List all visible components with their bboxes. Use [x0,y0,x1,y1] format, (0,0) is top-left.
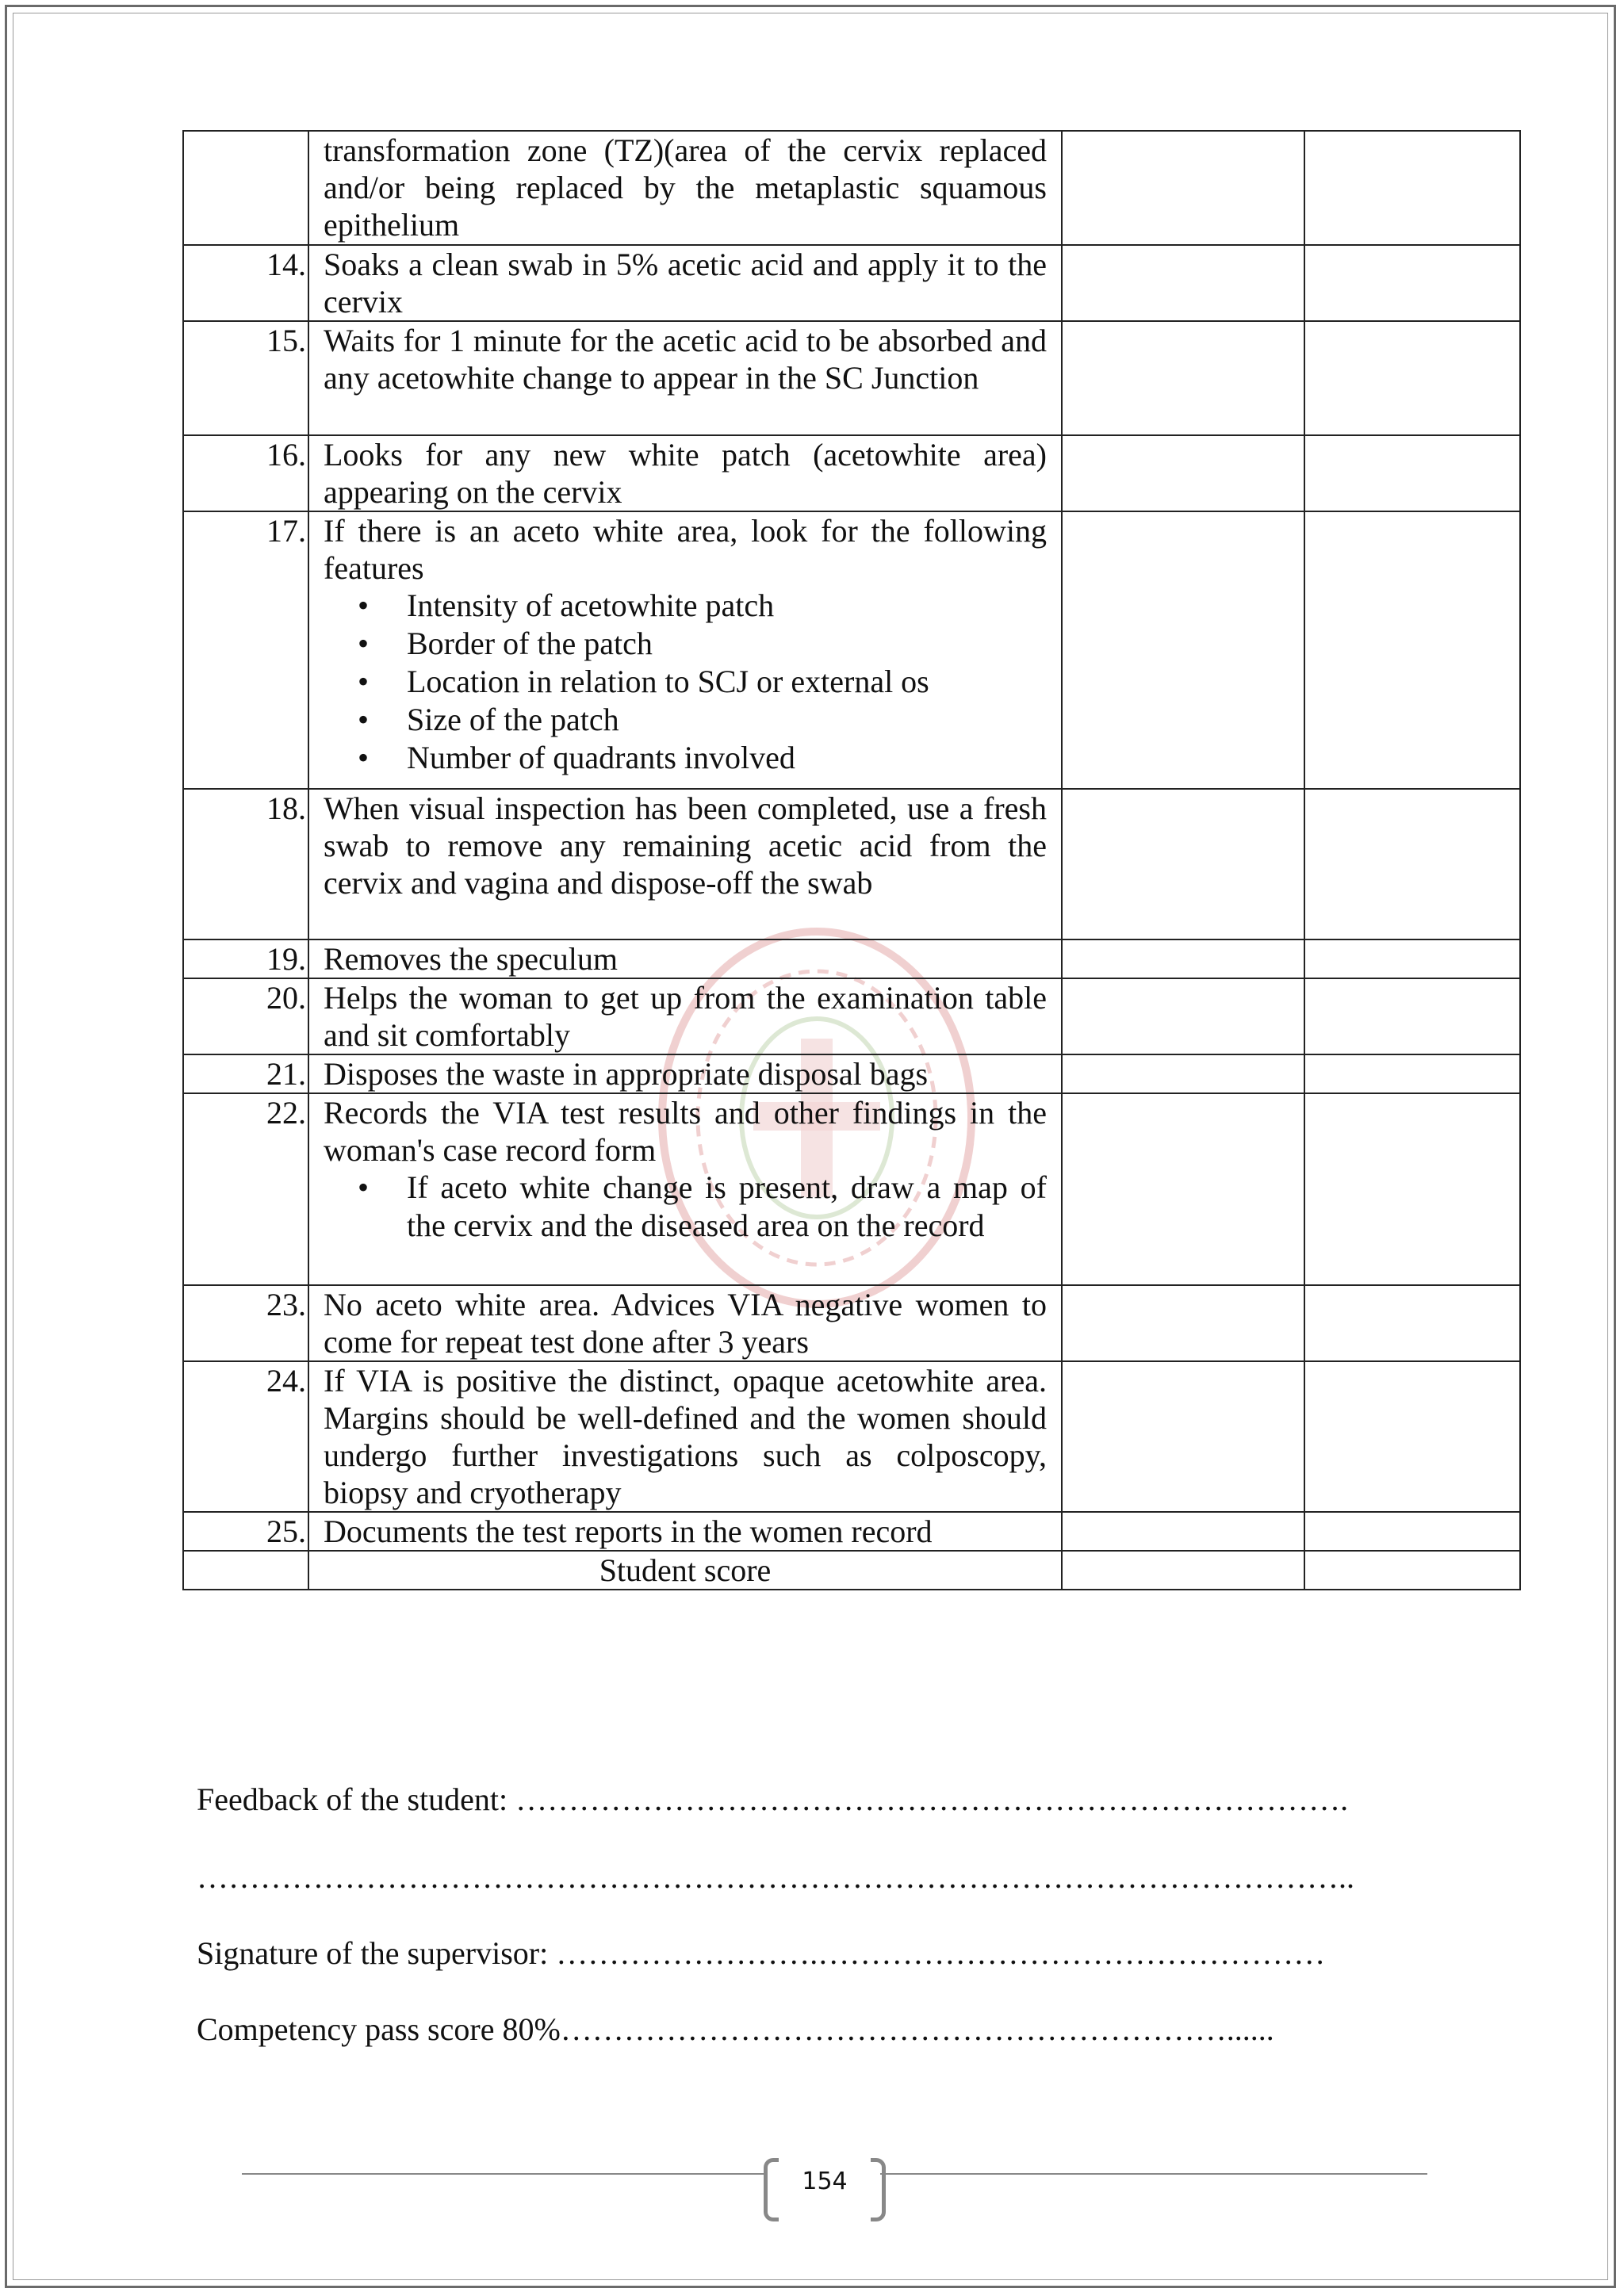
step-feature-item: • Location in relation to SCJ or external os [407,663,1047,701]
step-number: 16. [183,435,308,511]
step-description: Soaks a clean swab in 5% acetic acid and apply it to the cervix [324,247,1047,320]
table-row [183,939,1520,978]
step-description: If VIA is positive the distinct, opaque acetowhite area. Margins should be well-defined and the women should undergo further investigations such as colposcopy, biopsy and cryotherapy [324,1363,1047,1510]
score-cell[interactable] [1062,321,1304,435]
student-score-remarks-cell[interactable] [1304,1551,1520,1590]
step-number: 18. [183,789,308,939]
footer-rule-left [242,2173,765,2175]
remarks-cell[interactable] [1304,1512,1520,1551]
score-cell[interactable] [1062,1093,1304,1285]
remarks-cell[interactable] [1304,1285,1520,1361]
page-number-bracket-left [764,2158,779,2221]
table-row [183,1093,1520,1285]
step-number: 19. [183,939,308,978]
step-feature-item: • If aceto white change is present, draw a map of the cervix and the diseased area on the record [407,1169,1047,1245]
feedback-continuation-line: ……………………………………………………………………………………………….. [197,1859,1354,1895]
table-row [183,1512,1520,1551]
page-number: 154 [802,2168,848,2195]
remarks-cell[interactable] [1304,511,1520,789]
score-cell[interactable] [1062,511,1304,789]
step-description: Documents the test reports in the women record [324,1513,933,1549]
step-description-cell [308,1093,1062,1285]
step-number: 14. [183,245,308,321]
score-cell[interactable] [1062,939,1304,978]
score-cell[interactable] [1062,978,1304,1054]
step-description: transformation zone (TZ)(area of the cervix replaced and/or being replaced by the metaplastic squamous epithelium [324,132,1047,243]
table-row [183,978,1520,1054]
step-description: Disposes the waste in appropriate disposal bags [324,1056,929,1092]
step-feature-list [324,1169,1047,1245]
step-description-cell [308,435,1062,511]
competency-pass-score-line: Competency pass score 80%………………………………………………………...... [197,2011,1274,2047]
score-cell[interactable] [1062,789,1304,939]
student-score-cell[interactable] [1062,1551,1304,1590]
remarks-cell[interactable] [1304,789,1520,939]
page-number-bracket-right [871,2158,886,2221]
remarks-cell[interactable] [1304,1093,1520,1285]
score-cell[interactable] [1062,245,1304,321]
step-number: 15. [183,321,308,435]
score-cell[interactable] [1062,1512,1304,1551]
table-row [183,321,1520,435]
procedure-checklist-table [182,130,1521,1590]
remarks-cell[interactable] [1304,131,1520,245]
step-number: 20. [183,978,308,1054]
feedback-line: Feedback of the student: ……………………………………………………………………. [197,1781,1349,1817]
step-number: 21. [183,1054,308,1093]
step-description-cell [308,1512,1062,1551]
step-number: 25. [183,1512,308,1551]
step-number: 24. [183,1361,308,1512]
step-description-cell [308,939,1062,978]
table-row [183,245,1520,321]
step-description-cell [308,1285,1062,1361]
table-row [183,789,1520,939]
step-description-cell [308,321,1062,435]
step-description: Waits for 1 minute for the acetic acid to be absorbed and any acetowhite change to appear in the SC Junction [324,323,1047,396]
step-description-cell [308,1361,1062,1512]
table-row [183,1285,1520,1361]
step-description-cell [308,245,1062,321]
step-description-cell [308,1054,1062,1093]
score-cell[interactable] [1062,435,1304,511]
step-number [183,131,308,245]
step-description: When visual inspection has been completed, use a fresh swab to remove any remaining acetic acid from the cervix and vagina and dispose-off the swab [324,790,1047,901]
supervisor-signature-line: Signature of the supervisor: …………………….………………………………………… [197,1935,1326,1971]
score-cell[interactable] [1062,1361,1304,1512]
table-row [183,435,1520,511]
step-number: 22. [183,1093,308,1285]
student-score-row [183,1551,1520,1590]
remarks-cell[interactable] [1304,978,1520,1054]
table-row [183,1361,1520,1512]
step-description-cell [308,978,1062,1054]
step-feature-item: • Border of the patch [407,625,1047,663]
step-description: Removes the speculum [324,941,619,977]
score-cell[interactable] [1062,1054,1304,1093]
remarks-cell[interactable] [1304,435,1520,511]
score-cell[interactable] [1062,1285,1304,1361]
step-description: No aceto white area. Advices VIA negative women to come for repeat test done after 3 years [324,1287,1047,1360]
step-description: If there is an aceto white area, look for the following features [324,513,1047,586]
remarks-cell[interactable] [1304,939,1520,978]
step-description-cell [308,131,1062,245]
step-number: 23. [183,1285,308,1361]
step-feature-item: • Size of the patch [407,701,1047,739]
step-number: 17. [183,511,308,789]
step-description-cell [308,511,1062,789]
footer-rule-right [880,2173,1427,2175]
remarks-cell[interactable] [1304,1054,1520,1093]
step-description-cell [308,789,1062,939]
step-feature-item: • Number of quadrants involved [407,739,1047,777]
score-cell[interactable] [1062,131,1304,245]
table-row [183,1054,1520,1093]
table-row [183,131,1520,245]
step-description: Records the VIA test results and other findings in the woman's case record form [324,1095,1047,1168]
remarks-cell[interactable] [1304,245,1520,321]
student-score-label: Student score [308,1551,1062,1590]
step-description: Looks for any new white patch (acetowhite area) appearing on the cervix [324,437,1047,510]
remarks-cell[interactable] [1304,1361,1520,1512]
step-feature-item: • Intensity of acetowhite patch [407,587,1047,625]
step-feature-list [324,587,1047,777]
table-row [183,511,1520,789]
empty-cell [183,1551,308,1590]
remarks-cell[interactable] [1304,321,1520,435]
step-description: Helps the woman to get up from the examination table and sit comfortably [324,980,1047,1053]
